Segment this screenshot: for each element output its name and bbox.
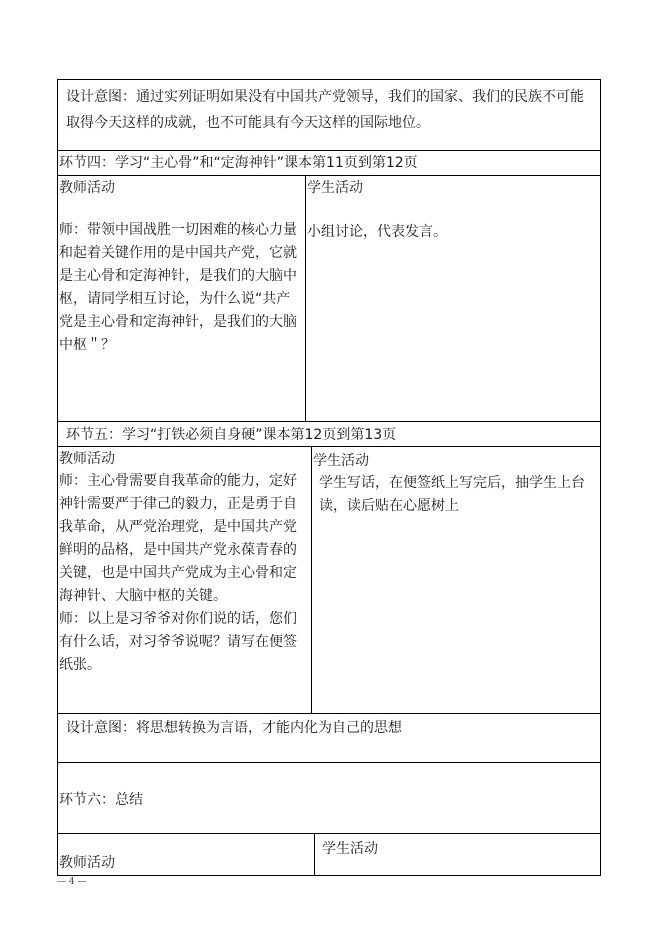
section-6-teacher-header: 教师活动 xyxy=(59,855,115,871)
row-line xyxy=(57,79,601,80)
section-6-title: 环节六：总结 xyxy=(59,792,143,808)
design-intent-1-text: 通过实列证明如果没有中国共产党领导，我们的国家、我们的民族不可能取得今天这样的成就，也不可能具有今天这样的国际地位。 xyxy=(66,89,584,131)
section-4-student-text: 小组讨论，代表发言。 xyxy=(307,224,447,240)
section-5-teacher-paragraph-2: 师：以上是习爷爷对你们说的话，您们有什么话，对习爷爷说呢？请写在便签纸张。 xyxy=(59,611,297,673)
section-5-teacher-header: 教师活动 xyxy=(59,451,115,467)
column-divider xyxy=(314,833,315,875)
column-divider xyxy=(311,446,312,713)
row-line xyxy=(57,833,601,834)
section-4-title: 环节四：学习“主心骨”和“定海神针”课本第11页到第12页 xyxy=(59,155,418,171)
section-4-teacher-text: 师：带领中国战胜一切困难的核心力量和起着关键作用的是中国共产党，它就是主心骨和定海神针，是我们的大脑中枢，请同学相互讨论，为什么说“共产党是主心骨和定海神针，是我们的大脑中枢＂？ xyxy=(59,222,297,353)
row-line xyxy=(57,421,601,422)
section-5-student-header: 学生活动 xyxy=(313,453,369,469)
design-intent-1 xyxy=(66,84,594,136)
section-4-teacher-header: 教师活动 xyxy=(59,180,115,196)
table-left-border xyxy=(57,79,58,876)
design-intent-2: 设计意图：将思想转换为言语，才能内化为自己的思想 xyxy=(66,720,402,736)
section-5-title: 环节五：学习“打铁必须自身硬”课本第12页到第13页 xyxy=(66,427,397,443)
section-5-teacher-paragraph-1: 师：主心骨需要自我革命的能力，定好神针需要严于律己的毅力，正是勇于自我革命，从严党治理党，是中国共产党鲜明的品格，是中国共产党永葆青春的关键，也是中国共产党成为主心骨和定海神针、大脑中枢的关键。 xyxy=(59,473,297,604)
section-4-student-header: 学生活动 xyxy=(307,180,363,196)
row-line xyxy=(57,875,601,876)
section-5-student-text: 学生写话，在便签纸上写完后，抽学生上台读，读后贴在心愿树上 xyxy=(319,475,585,514)
row-line xyxy=(57,713,601,714)
section-6-student-header: 学生活动 xyxy=(322,841,378,857)
design-intent-1-label: 设计意图： xyxy=(66,89,136,105)
table-right-border xyxy=(600,79,601,876)
section-5-teacher-text xyxy=(59,470,309,677)
row-line xyxy=(57,762,601,763)
page-number: — 4 — xyxy=(57,877,87,887)
column-divider xyxy=(305,175,306,421)
